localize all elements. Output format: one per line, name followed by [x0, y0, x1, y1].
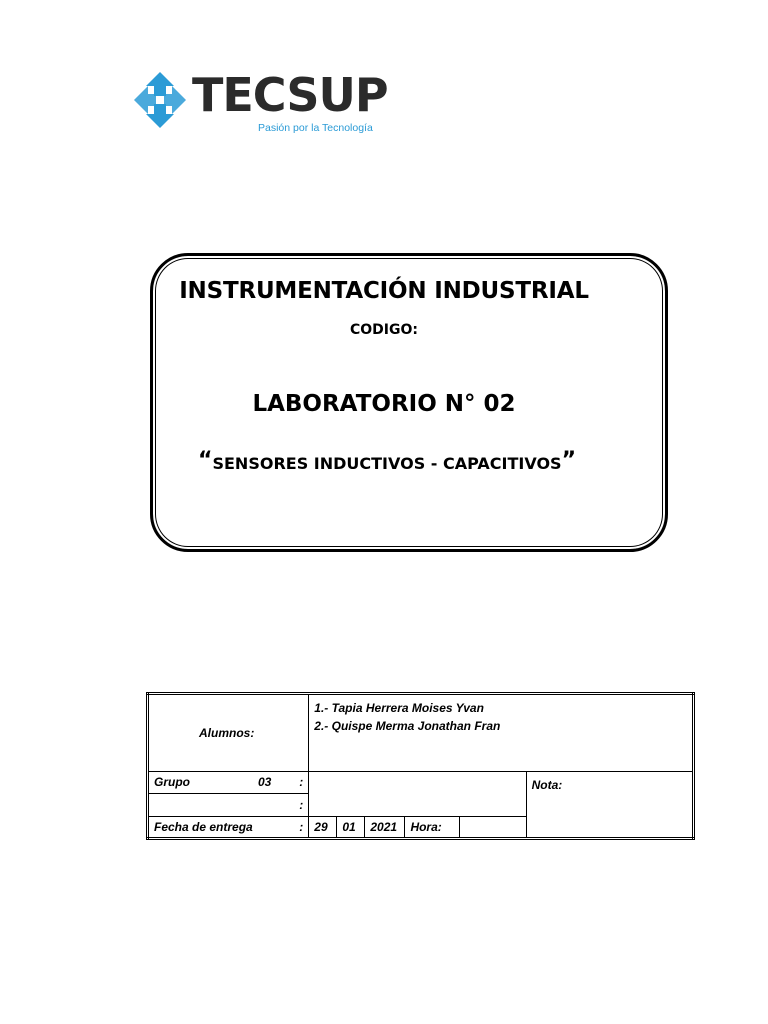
time-value: [459, 816, 526, 839]
blank-row-cell: [148, 794, 309, 816]
group-label-cell: [148, 771, 309, 793]
grade-label: Nota:: [531, 777, 563, 792]
student-2: 2.- Quispe Merma Jonathan Fran: [314, 719, 501, 733]
open-quote: “: [198, 448, 213, 473]
date-label: Fecha de entrega: [154, 819, 253, 834]
tecsup-arrows-icon: [130, 68, 190, 132]
date-colon: :: [299, 819, 304, 834]
lab-topic-text: SENSORES INDUCTIVOS - CAPACITIVOS: [212, 454, 562, 473]
course-title: INSTRUMENTACIÓN INDUSTRIAL: [179, 278, 589, 304]
tecsup-logo: [128, 66, 388, 140]
logo-tagline: Pasión por la Tecnología: [258, 122, 373, 134]
date-label-cell: [148, 816, 309, 839]
student-1: 1.- Tapia Herrera Moises Yvan: [314, 701, 484, 715]
group-value-cell: [309, 771, 526, 816]
group-label: Grupo: [154, 775, 190, 790]
students-label: Alumnos:: [148, 694, 309, 772]
course-code-label: CODIGO:: [350, 322, 418, 338]
lab-topic: [198, 448, 576, 473]
group-value: 03: [257, 775, 272, 790]
logo-wordmark: TECSUP: [192, 68, 388, 122]
group-colon: :: [299, 775, 304, 790]
student-info-table: [146, 692, 695, 840]
date-month: 01: [337, 816, 365, 839]
students-cell: [309, 694, 694, 772]
time-label: Hora:: [405, 816, 459, 839]
date-day: 29: [309, 816, 337, 839]
date-year: 2021: [365, 816, 405, 839]
lab-number-title: LABORATORIO N° 02: [252, 391, 516, 417]
close-quote: ”: [561, 448, 577, 473]
grade-cell: [526, 771, 693, 838]
blank-row-colon: :: [299, 797, 304, 812]
